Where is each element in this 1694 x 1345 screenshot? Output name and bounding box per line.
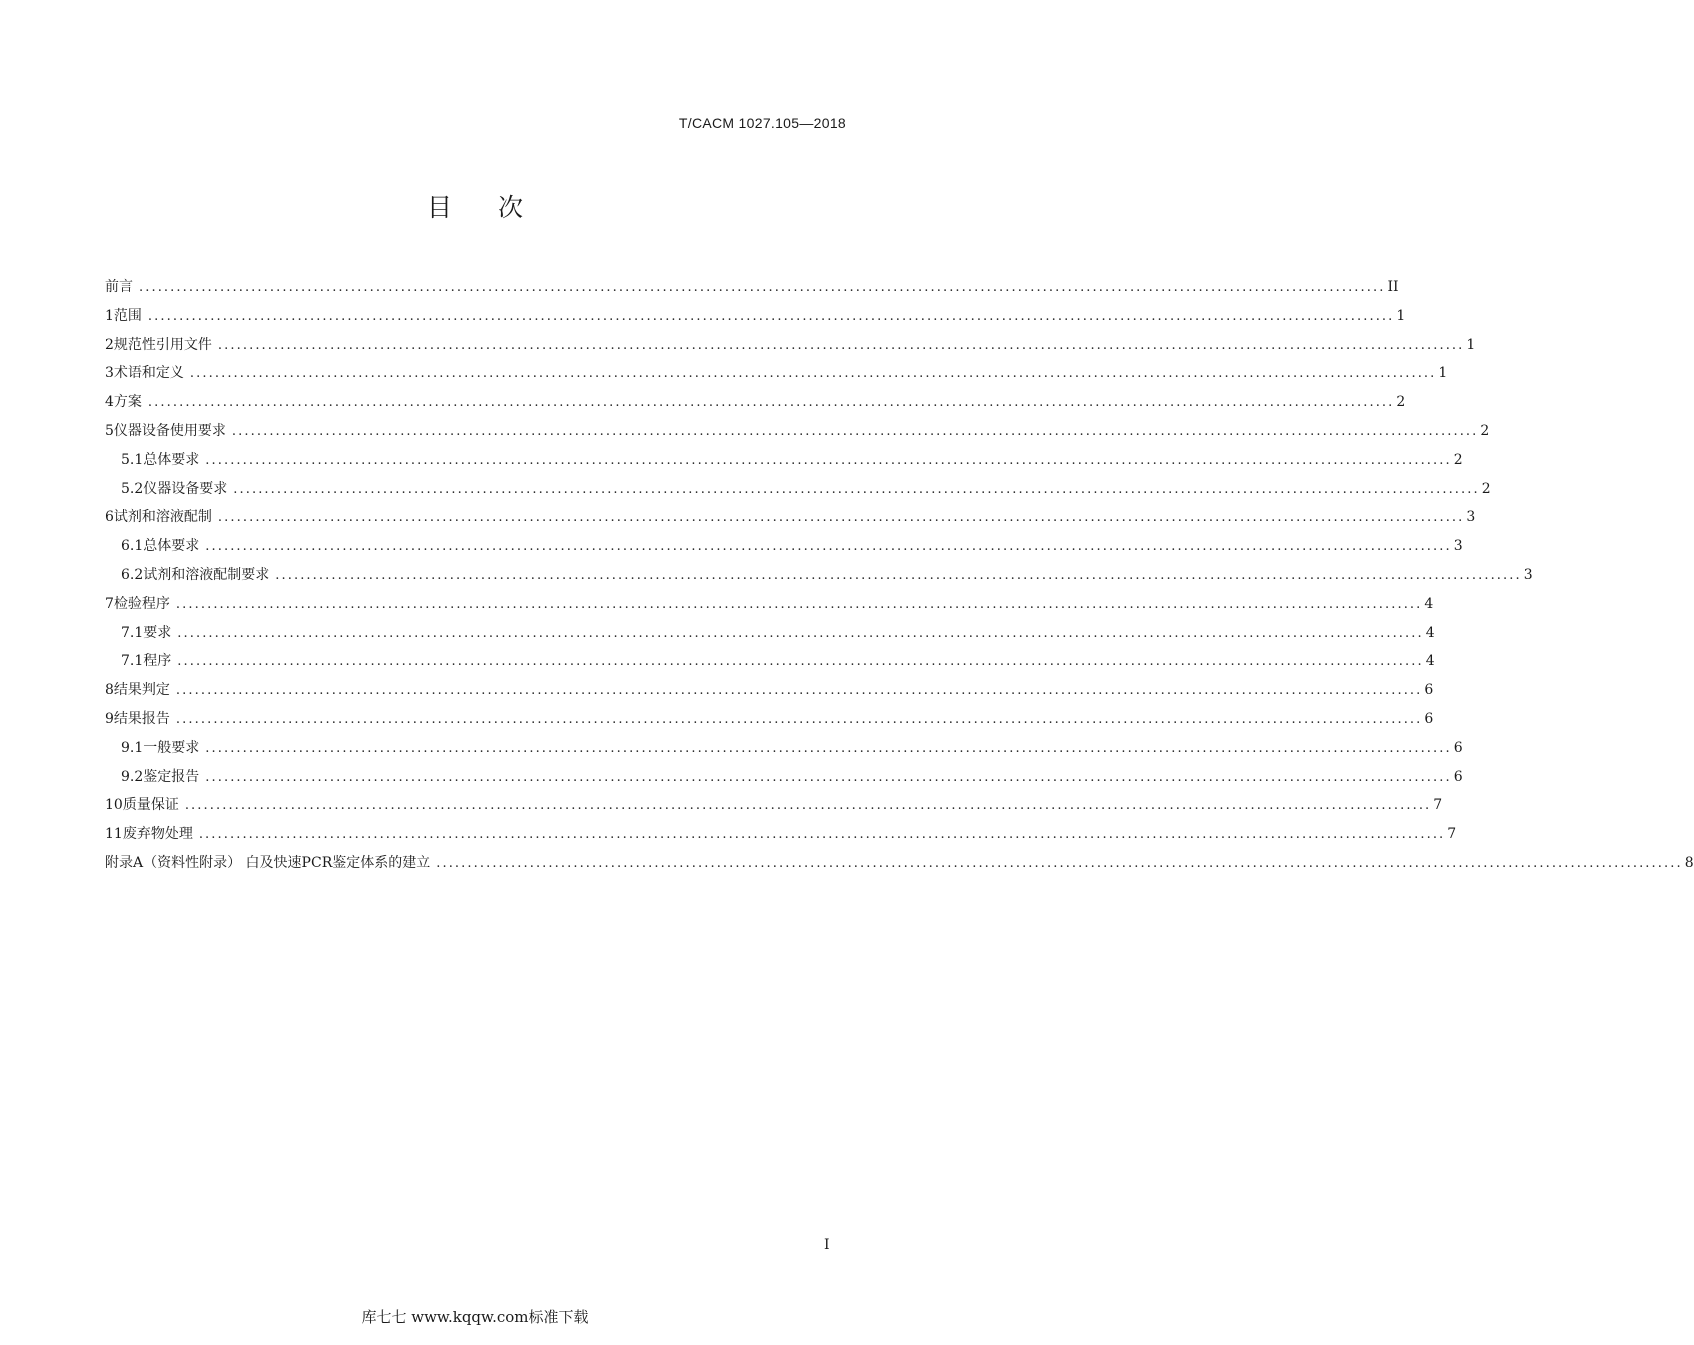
toc-entry-page: 2 [1453,451,1463,468]
toc-leader-dots: ........................................................................................................................................................................................................ [205,740,1452,756]
toc-entry-page: 2 [1481,480,1491,497]
table-of-contents [105,273,1694,878]
toc-entry-title: 总体要求 [143,538,200,555]
toc-entry-number: 5 [105,422,114,439]
toc-entry-title: 结果报告 [113,710,170,727]
toc-leader-dots: ........................................................................................................................................................................................................ [436,855,1683,871]
toc-entry[interactable] [105,849,1694,878]
toc-heading-right: 次 [498,193,524,222]
toc-entry-number: 2 [105,336,114,353]
toc-entry-title: 范围 [113,307,142,324]
toc-entry-page: 6 [1453,768,1463,785]
toc-entry[interactable] [105,647,1435,676]
toc-entry-page: 6 [1424,710,1434,727]
toc-entry-number: 6 [105,509,114,526]
toc-entry-page: II [1387,279,1399,295]
toc-entry-title: 方案 [113,394,142,411]
toc-entry-number: 9.2 [121,768,144,785]
toc-entry-title: 前言 [105,279,133,295]
toc-entry-page: 2 [1396,394,1406,411]
toc-entry[interactable] [105,820,1457,849]
toc-entry-number: 3 [105,365,114,382]
toc-entry-number: 9 [105,710,114,727]
toc-entry-page: 2 [1480,422,1490,439]
toc-entry[interactable] [105,273,1399,302]
toc-entry-title: 质量保证 [122,797,179,814]
toc-entry-title: 一般要求 [143,739,200,756]
toc-entry-page: 7 [1447,826,1457,843]
toc-entry-number: 11 [105,826,123,843]
toc-entry-title: 术语和定义 [113,365,184,382]
toc-entry-number: 9.1 [121,739,144,756]
toc-entry-page: 8 [1684,854,1694,871]
toc-leader-dots: ........................................................................................................................................................................................................ [217,510,1465,526]
toc-entry[interactable] [105,561,1533,590]
toc-entry-page: 7 [1433,797,1443,814]
toc-leader-dots: ........................................................................................................................................................................................................ [184,798,1432,814]
toc-heading [0,188,950,224]
toc-leader-dots: ........................................................................................................................................................................................................ [275,567,1522,583]
toc-entry-page: 4 [1424,595,1434,612]
toc-leader-dots: ........................................................................................................................................................................................................ [147,395,1395,411]
toc-entry-number: 6.2 [121,566,144,583]
toc-entry[interactable] [105,331,1476,360]
toc-entry-title: 附录A（资料性附录） 白及快速PCR鉴定体系的建立 [105,854,431,871]
toc-leader-dots: ........................................................................................................................................................................................................ [189,366,1437,382]
toc-leader-dots: ........................................................................................................................................................................................................ [198,827,1446,843]
toc-entry[interactable] [105,590,1434,619]
toc-entry[interactable] [105,503,1476,532]
toc-leader-dots: ........................................................................................................................................................................................................ [175,711,1423,727]
toc-leader-dots: ........................................................................................................................................................................................................ [217,337,1465,353]
toc-entry-number: 7.1 [121,624,144,641]
toc-entry-page: 1 [1396,307,1406,324]
toc-entry-number: 5.2 [121,480,144,497]
toc-entry-page: 4 [1425,653,1435,670]
toc-entry-number: 8 [105,682,114,699]
toc-entry-page: 6 [1453,739,1463,756]
toc-entry-title: 要求 [143,624,172,641]
toc-entry-number: 7 [105,595,114,612]
toc-entry-title: 废弃物处理 [122,826,193,843]
toc-entry[interactable] [105,359,1448,388]
toc-leader-dots: ........................................................................................................................................................................................................ [139,280,1386,295]
toc-leader-dots: ........................................................................................................................................................................................................ [205,452,1452,468]
toc-entry-title: 试剂和溶液配制要求 [143,566,270,583]
toc-entry[interactable] [105,417,1490,446]
toc-entry-title: 规范性引用文件 [113,336,212,353]
toc-leader-dots: ........................................................................................................................................................................................................ [177,625,1424,641]
toc-entry-page: 1 [1438,365,1448,382]
toc-entry[interactable] [105,791,1443,820]
toc-entry[interactable] [105,475,1491,504]
toc-entry[interactable] [105,705,1434,734]
toc-entry[interactable] [105,388,1406,417]
toc-entry-number: 7.1 [121,653,144,670]
toc-entry[interactable] [105,619,1435,648]
page-number: I [824,1237,830,1253]
toc-entry[interactable] [105,676,1434,705]
toc-entry-number: 4 [105,394,114,411]
toc-entry-page: 3 [1523,566,1533,583]
toc-entry-number: 1 [105,307,114,324]
toc-leader-dots: ........................................................................................................................................................................................................ [231,423,1479,439]
toc-entry[interactable] [105,734,1463,763]
toc-entry-title: 总体要求 [143,451,200,468]
toc-leader-dots: ........................................................................................................................................................................................................ [175,596,1423,612]
toc-entry-page: 3 [1453,538,1463,555]
toc-leader-dots: ........................................................................................................................................................................................................ [205,769,1452,785]
toc-leader-dots: ........................................................................................................................................................................................................ [177,654,1424,670]
footer-watermark: 库七七 www.kqqw.com标准下载 [361,1308,589,1326]
toc-entry-page: 1 [1466,336,1476,353]
toc-entry-number: 10 [105,797,123,814]
toc-entry-page: 4 [1425,624,1435,641]
toc-leader-dots: ........................................................................................................................................................................................................ [205,539,1452,555]
toc-entry-number: 5.1 [121,451,144,468]
toc-entry-number: 6.1 [121,538,144,555]
toc-entry[interactable] [105,532,1463,561]
toc-entry-title: 试剂和溶液配制 [113,509,212,526]
toc-entry-title: 仪器设备要求 [143,480,228,497]
toc-entry-title: 程序 [143,653,172,670]
toc-entry[interactable] [105,763,1463,792]
toc-entry[interactable] [105,446,1463,475]
toc-entry-page: 6 [1424,682,1434,699]
toc-entry-title: 鉴定报告 [143,768,200,785]
toc-entry[interactable] [105,302,1406,331]
toc-leader-dots: ........................................................................................................................................................................................................ [147,308,1395,324]
toc-entry-title: 结果判定 [113,682,170,699]
toc-heading-left: 目 [426,193,452,222]
toc-entry-title: 检验程序 [113,595,170,612]
toc-leader-dots: ........................................................................................................................................................................................................ [175,683,1423,699]
toc-leader-dots: ........................................................................................................................................................................................................ [233,481,1480,497]
toc-entry-title: 仪器设备使用要求 [113,422,226,439]
document-code: T/CACM 1027.105—2018 [678,115,846,131]
toc-entry-page: 3 [1466,509,1476,526]
